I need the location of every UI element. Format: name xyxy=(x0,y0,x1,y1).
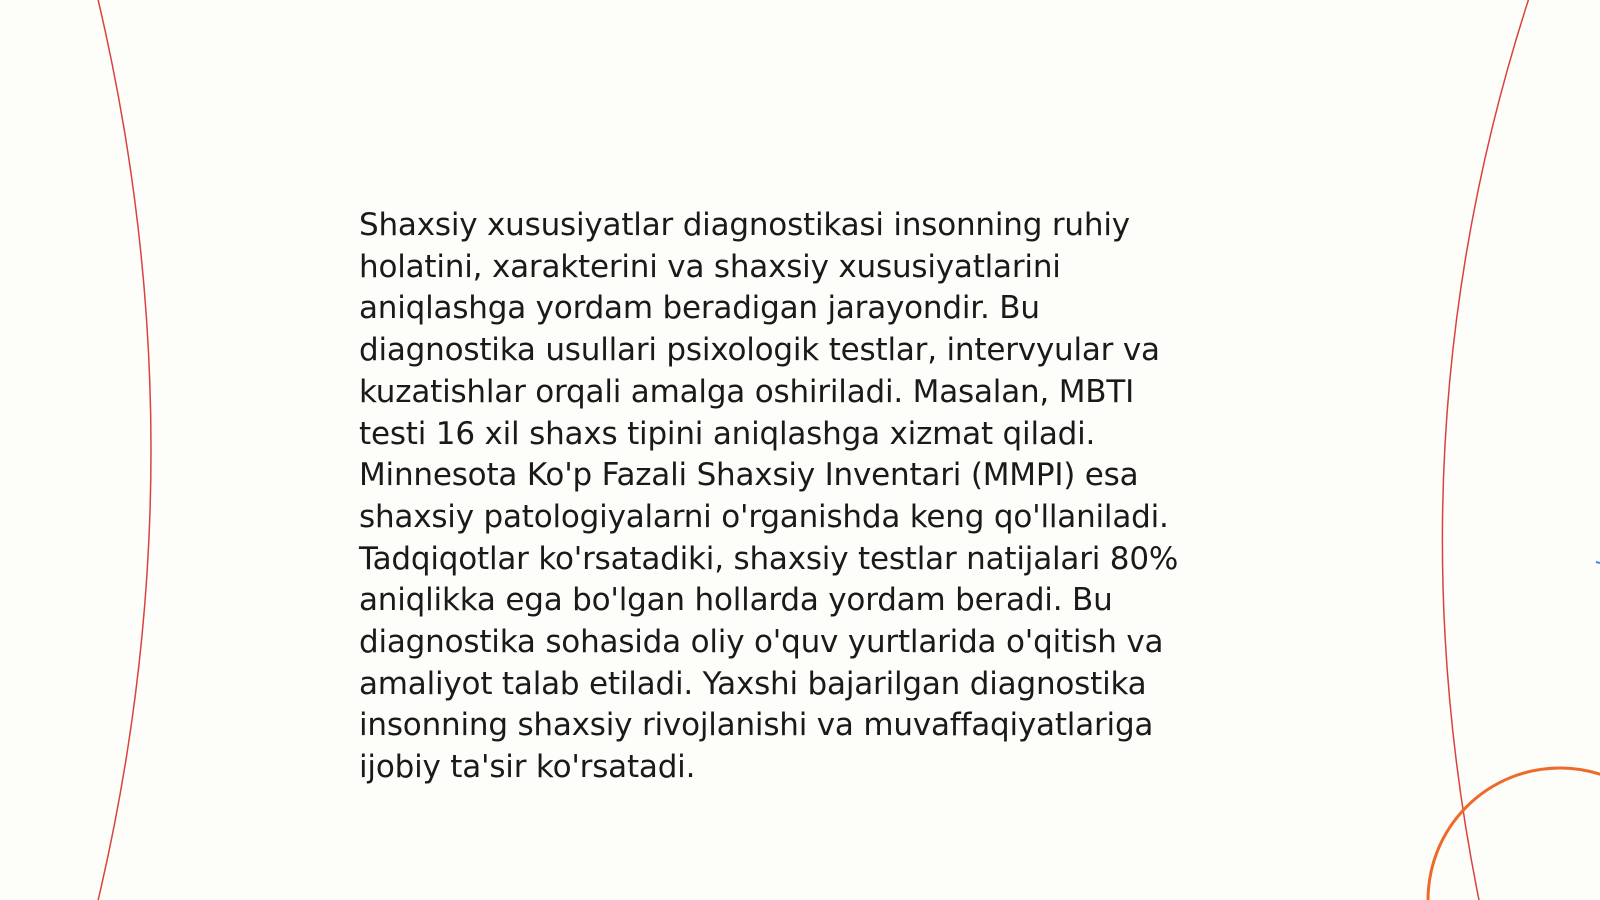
body-line: testi 16 xil shaxs tipini aniqlashga xizmat qiladi. xyxy=(359,415,1096,452)
body-line: ijobiy ta'sir ko'rsatadi. xyxy=(359,749,696,786)
body-line: amaliyot talab etiladi. Yaxshi bajarilgan diagnostika xyxy=(359,665,1147,702)
body-line: Minnesota Ko'p Fazali Shaxsiy Inventari (MMPI) esa xyxy=(359,457,1139,494)
orange-circle-outline xyxy=(1428,768,1600,900)
body-line: kuzatishlar orqali amalga oshiriladi. Masalan, MBTI xyxy=(359,373,1135,410)
left-arc-line xyxy=(97,0,151,900)
body-line: shaxsiy patologiyalarni o'rganishda keng qo'llaniladi. xyxy=(359,498,1169,535)
body-line: Shaxsiy xususiyatlar diagnostikasi insonning ruhiy xyxy=(359,207,1130,243)
body-paragraph xyxy=(359,205,1229,789)
body-line: holatini, xarakterini va shaxsiy xususiyatlarini xyxy=(359,248,1061,285)
body-line: aniqlashga yordam beradigan jarayondir. Bu xyxy=(359,290,1040,327)
body-line: Tadqiqotlar ko'rsatadiki, shaxsiy testlar natijalari 80% xyxy=(359,540,1179,577)
blue-accent-mark xyxy=(1596,562,1600,563)
right-arc-line xyxy=(1442,0,1530,900)
body-line: diagnostika sohasida oliy o'quv yurtlarida o'qitish va xyxy=(359,624,1164,661)
body-line: aniqlikka ega bo'lgan hollarda yordam beradi. Bu xyxy=(359,582,1113,619)
body-line: diagnostika usullari psixologik testlar, intervyular va xyxy=(359,332,1160,369)
body-line: insonning shaxsiy rivojlanishi va muvaffaqiyatlariga xyxy=(359,707,1154,744)
